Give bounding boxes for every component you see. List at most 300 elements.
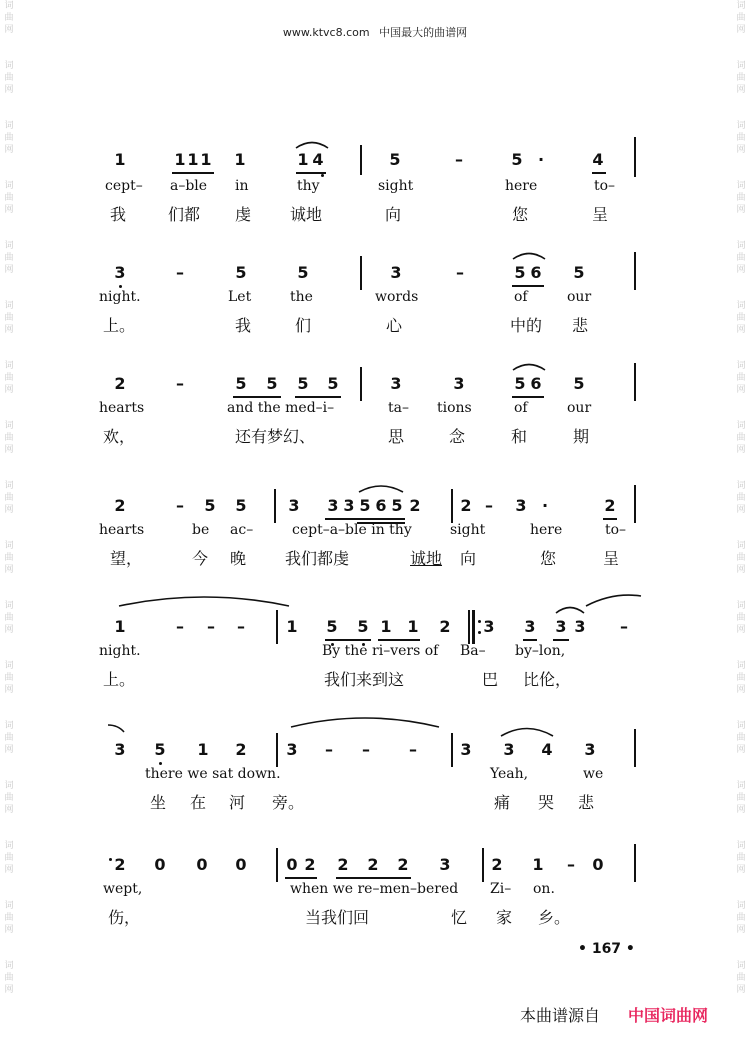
lyric: the: [290, 289, 313, 305]
watermark-gap: [3, 96, 15, 120]
chinese-lyric: 心: [386, 316, 403, 335]
note: 3: [288, 496, 300, 515]
page-number-dot: •: [578, 941, 592, 957]
watermark-char: 词: [4, 601, 14, 611]
watermark-char: 曲: [736, 193, 746, 203]
chinese-lyric: 呈: [592, 205, 609, 224]
underline: [336, 877, 411, 879]
note: 3: [114, 263, 126, 282]
watermark-char: 词: [4, 901, 14, 911]
watermark-char: 曲: [4, 613, 14, 623]
note: ·: [541, 496, 549, 515]
tie-arc: [118, 594, 290, 608]
note: 3: [584, 740, 596, 759]
lyric: a–ble: [170, 178, 208, 194]
lyric: cept–: [105, 178, 143, 194]
chinese-lyric: 中的: [510, 316, 543, 335]
chinese-lyric: 当我们回: [305, 908, 370, 927]
watermark-char: 曲: [4, 13, 14, 23]
lyric: sight: [450, 522, 486, 538]
watermark-char: 词: [736, 661, 746, 671]
note: 3: [327, 496, 339, 515]
underline: [325, 639, 371, 641]
watermark-char: 网: [736, 685, 746, 695]
lyric: tions: [437, 400, 472, 416]
note: 3: [515, 496, 527, 515]
page-header: [0, 24, 750, 40]
note: –: [567, 855, 575, 874]
watermark-char: 网: [736, 85, 746, 95]
chinese-lyric: 望，: [110, 549, 143, 568]
watermark-char: 词: [4, 301, 14, 311]
chinese-lyric: 诚地: [290, 205, 323, 224]
note: 5: [297, 263, 309, 282]
underline: [378, 639, 420, 641]
watermark-char: 网: [4, 805, 14, 815]
watermark-gap: [735, 996, 747, 1020]
lyric: our: [567, 400, 592, 416]
watermark-char: 词: [4, 721, 14, 731]
underline: [603, 518, 617, 520]
note: 2: [460, 496, 472, 515]
watermark-char: 曲: [4, 73, 14, 83]
barline: [451, 733, 453, 767]
note: –: [620, 617, 628, 636]
note: 1: [297, 150, 309, 169]
note: –: [485, 496, 493, 515]
note: 4: [312, 150, 324, 169]
note: 2: [367, 855, 379, 874]
lyric: there we sat down.: [145, 766, 281, 782]
note: 5: [514, 263, 526, 282]
chinese-lyric: 思: [388, 427, 405, 446]
chinese-lyric: 痛: [494, 793, 511, 812]
barline: [276, 610, 278, 644]
note: 1: [234, 150, 246, 169]
note: 3: [483, 617, 495, 636]
watermark-char: 网: [736, 625, 746, 635]
lyric: here: [505, 178, 538, 194]
note: 3: [524, 617, 536, 636]
chinese-lyric: 悲: [572, 316, 589, 335]
underline: [553, 639, 569, 641]
note: 5: [573, 374, 585, 393]
watermark-char: 曲: [736, 673, 746, 683]
note: 1: [532, 855, 544, 874]
music-system-7: [0, 852, 750, 972]
watermark-gap: [735, 36, 747, 60]
lyric: on.: [533, 881, 555, 897]
chinese-lyric: 我们都虔: [285, 549, 350, 568]
watermark-gap: [3, 36, 15, 60]
note: –: [237, 617, 245, 636]
lyric: Zi–: [490, 881, 512, 897]
note: 5: [297, 374, 309, 393]
slur-arc: [512, 250, 546, 260]
barline: [451, 489, 453, 523]
watermark-char: 词: [736, 481, 746, 491]
lyric: cept–a–ble in thy: [292, 522, 412, 538]
note: –: [325, 740, 333, 759]
watermark-char: 词: [4, 61, 14, 71]
lyric: of: [514, 289, 528, 305]
watermark-char: 曲: [736, 613, 746, 623]
watermark-char: 网: [736, 925, 746, 935]
note: 1: [174, 150, 186, 169]
note: 6: [530, 263, 542, 282]
lyric: when we re–men–bered: [290, 881, 459, 897]
watermark-char: 网: [4, 745, 14, 755]
watermark-char: 网: [4, 505, 14, 515]
barline: [634, 729, 636, 767]
chinese-lyric: 向: [460, 549, 477, 568]
music-system-3: [0, 371, 750, 491]
watermark-char: 曲: [736, 733, 746, 743]
watermark-char: 网: [736, 145, 746, 155]
lyric: ta–: [388, 400, 409, 416]
chinese-lyric: 比伦，: [523, 670, 572, 689]
watermark-char: 词: [736, 781, 746, 791]
octave-dot: [159, 762, 162, 765]
slur-arc: [500, 725, 554, 737]
watermark-char: 曲: [4, 793, 14, 803]
chinese-lyric: 悲: [578, 793, 595, 812]
underline: [285, 877, 317, 879]
page-number: [578, 941, 635, 957]
watermark-char: 曲: [4, 673, 14, 683]
watermark-char: 词: [736, 421, 746, 431]
watermark-char: 网: [4, 325, 14, 335]
chinese-lyric: 还有梦幻、: [235, 427, 316, 446]
watermark-char: 词: [736, 961, 746, 971]
watermark-char: 网: [4, 445, 14, 455]
chinese-lyric: 呈: [603, 549, 620, 568]
lyric: our: [567, 289, 592, 305]
watermark-char: 网: [4, 265, 14, 275]
note: 0: [196, 855, 208, 874]
chinese-lyric: 河: [229, 793, 246, 812]
watermark-char: 曲: [4, 313, 14, 323]
watermark-char: 网: [736, 985, 746, 995]
lyric: hearts: [99, 400, 145, 416]
watermark-char: 曲: [736, 553, 746, 563]
tie-arc: [290, 715, 440, 729]
barline: [274, 489, 276, 523]
note: 0: [154, 855, 166, 874]
page-number-dot: •: [621, 941, 635, 957]
chinese-lyric: 们都: [168, 205, 201, 224]
note: 5: [391, 496, 403, 515]
note: 1: [114, 150, 126, 169]
barline: [276, 733, 278, 767]
lyric: of: [514, 400, 528, 416]
chinese-lyric: 我们来到这: [324, 670, 405, 689]
watermark-char: 词: [4, 781, 14, 791]
watermark-char: 词: [4, 241, 14, 251]
note: 2: [439, 617, 451, 636]
watermark-char: 词: [736, 121, 746, 131]
underline: [512, 285, 544, 287]
note: 3: [460, 740, 472, 759]
chinese-lyric: 今: [192, 549, 209, 568]
note: 1: [407, 617, 419, 636]
note: 3: [390, 263, 402, 282]
note: 3: [343, 496, 355, 515]
watermark-char: 网: [4, 145, 14, 155]
lyric: we: [583, 766, 604, 782]
watermark-char: 网: [4, 625, 14, 635]
note: 5: [326, 617, 338, 636]
watermark-char: 网: [736, 745, 746, 755]
watermark-char: 曲: [736, 73, 746, 83]
watermark-char: 词: [4, 421, 14, 431]
watermark-char: 网: [4, 985, 14, 995]
chinese-lyric: 伤，: [108, 908, 141, 927]
chinese-lyric: 期: [573, 427, 590, 446]
note: 5: [266, 374, 278, 393]
tie-arc: [295, 139, 329, 149]
chinese-lyric: 忆: [451, 908, 468, 927]
tie-arc: [108, 723, 126, 733]
note: 3: [503, 740, 515, 759]
lyric: Let: [228, 289, 252, 305]
repeat-barline: [472, 610, 475, 644]
watermark-char: 网: [4, 385, 14, 395]
note: 2: [114, 496, 126, 515]
music-system-2: [0, 260, 750, 380]
note: 0: [286, 855, 298, 874]
note: 3: [114, 740, 126, 759]
watermark-char: 网: [736, 805, 746, 815]
chinese-lyric: 向: [385, 205, 402, 224]
chinese-lyric: 晚: [230, 549, 247, 568]
note: –: [207, 617, 215, 636]
watermark-char: 词: [736, 181, 746, 191]
note: 2: [409, 496, 421, 515]
note: 5: [235, 496, 247, 515]
note: 1: [114, 617, 126, 636]
note: –: [456, 263, 464, 282]
chinese-lyric: 上。: [103, 316, 136, 335]
watermark-char: 网: [736, 25, 746, 35]
watermark-char: 曲: [736, 793, 746, 803]
watermark-char: 曲: [736, 973, 746, 983]
note: 5: [204, 496, 216, 515]
note: 2: [235, 740, 247, 759]
watermark-char: 词: [4, 181, 14, 191]
watermark-char: 网: [736, 565, 746, 575]
note: –: [176, 617, 184, 636]
watermark-char: 曲: [4, 553, 14, 563]
lyric: here: [530, 522, 563, 538]
note: –: [176, 496, 184, 515]
watermark-char: 网: [736, 265, 746, 275]
note: 1: [187, 150, 199, 169]
watermark-char: 网: [4, 85, 14, 95]
chinese-lyric: 您: [540, 549, 557, 568]
watermark-char: 词: [4, 661, 14, 671]
watermark-char: 曲: [736, 253, 746, 263]
watermark-char: 词: [4, 841, 14, 851]
note: 3: [439, 855, 451, 874]
barline: [634, 485, 636, 523]
watermark-char: 曲: [4, 913, 14, 923]
tie-arc: [585, 594, 641, 608]
note: 5: [511, 150, 523, 169]
watermark-char: 词: [736, 301, 746, 311]
lyric: Ba–: [460, 643, 486, 659]
note: 1: [380, 617, 392, 636]
chinese-lyric: 我: [235, 316, 252, 335]
chinese-lyric: 欢，: [103, 427, 136, 446]
lyric: thy: [297, 178, 320, 194]
chinese-lyric: 坐: [150, 793, 167, 812]
watermark-char: 词: [4, 121, 14, 131]
barline: [634, 137, 636, 177]
underline: [233, 396, 281, 398]
note: 6: [530, 374, 542, 393]
footer-site-link[interactable]: 中国词曲网: [628, 1006, 709, 1025]
note: 5: [327, 374, 339, 393]
octave-dot: [109, 858, 112, 861]
barline: [634, 363, 636, 401]
note: 0: [235, 855, 247, 874]
chinese-lyric: 和: [511, 427, 528, 446]
note: –: [455, 150, 463, 169]
watermark-char: 曲: [736, 133, 746, 143]
slur-arc: [512, 361, 546, 371]
note: 1: [200, 150, 212, 169]
watermark-gap: [735, 96, 747, 120]
note: 3: [453, 374, 465, 393]
watermark-char: 网: [4, 25, 14, 35]
watermark-char: 网: [736, 325, 746, 335]
underline: [295, 396, 341, 398]
note: 2: [337, 855, 349, 874]
lyric: Yeah,: [490, 766, 529, 782]
note: –: [176, 263, 184, 282]
chinese-lyric: 在: [190, 793, 207, 812]
watermark-char: 曲: [4, 253, 14, 263]
watermark-char: 词: [736, 601, 746, 611]
chinese-lyric: 旁。: [272, 793, 305, 812]
chinese-lyric: 念: [449, 427, 466, 446]
note: 5: [154, 740, 166, 759]
watermark-char: 曲: [736, 913, 746, 923]
watermark-char: 曲: [4, 433, 14, 443]
note: –: [176, 374, 184, 393]
watermark-char: 网: [4, 925, 14, 935]
note: 6: [375, 496, 387, 515]
barline: [634, 252, 636, 290]
note: 1: [197, 740, 209, 759]
note: 5: [514, 374, 526, 393]
watermark-char: 网: [736, 205, 746, 215]
music-system-1: [0, 145, 750, 265]
watermark-char: 曲: [736, 373, 746, 383]
chinese-lyric: 们: [295, 316, 312, 335]
watermark-char: 网: [736, 505, 746, 515]
note: 0: [592, 855, 604, 874]
note: –: [409, 740, 417, 759]
chinese-lyric: 巴: [482, 670, 499, 689]
chinese-lyric: 乡。: [538, 908, 571, 927]
chinese-lyric: 家: [496, 908, 513, 927]
note: 5: [235, 374, 247, 393]
lyric: By the ri–vers of: [322, 643, 439, 659]
watermark-char: 曲: [736, 853, 746, 863]
octave-dot: [119, 285, 122, 288]
lyric: in: [235, 178, 249, 194]
lyric: night.: [99, 289, 141, 305]
note: 3: [555, 617, 567, 636]
watermark-char: 网: [736, 385, 746, 395]
watermark-char: 曲: [736, 433, 746, 443]
watermark-char: 网: [4, 205, 14, 215]
note: 5: [359, 496, 371, 515]
note: 3: [574, 617, 586, 636]
watermark-char: 词: [736, 1, 746, 11]
underline: [172, 172, 214, 174]
watermark-char: 曲: [4, 373, 14, 383]
note: 2: [114, 374, 126, 393]
page-number-value: 167: [591, 941, 622, 957]
watermark-char: 词: [4, 961, 14, 971]
watermark-char: 曲: [4, 133, 14, 143]
watermark-char: 曲: [4, 733, 14, 743]
watermark-char: 词: [4, 1, 14, 11]
watermark-char: 网: [4, 565, 14, 575]
octave-dot: [321, 174, 324, 177]
note: ·: [537, 150, 545, 169]
lyric: be: [192, 522, 210, 538]
note: 3: [286, 740, 298, 759]
barline: [634, 844, 636, 882]
repeat-dot: [478, 631, 481, 634]
watermark-char: 词: [4, 481, 14, 491]
note: –: [362, 740, 370, 759]
note: 5: [235, 263, 247, 282]
note: 2: [114, 855, 126, 874]
watermark-char: 词: [736, 361, 746, 371]
note: 5: [573, 263, 585, 282]
chinese-lyric: 诚地: [410, 549, 443, 568]
note: 5: [357, 617, 369, 636]
slur-arc: [358, 483, 404, 493]
repeat-dot: [478, 620, 481, 623]
chinese-lyric: 上。: [103, 670, 136, 689]
note: 4: [592, 150, 604, 169]
note: 5: [389, 150, 401, 169]
lyric: ac–: [230, 522, 254, 538]
barline: [360, 256, 362, 290]
note: 4: [541, 740, 553, 759]
lyric: by–lon,: [515, 643, 566, 659]
header-title: 中国最大的曲谱网: [379, 26, 468, 39]
tie-arc: [555, 604, 585, 614]
chinese-lyric: 哭: [538, 793, 555, 812]
watermark-char: 词: [736, 241, 746, 251]
header-url: www.ktvc8.com: [282, 26, 370, 39]
underline: [512, 396, 544, 398]
watermark-char: 网: [4, 685, 14, 695]
note: 2: [604, 496, 616, 515]
chinese-lyric: 我: [110, 205, 127, 224]
watermark-char: 曲: [736, 13, 746, 23]
watermark-char: 词: [4, 541, 14, 551]
watermark-gap: [3, 996, 15, 1020]
lyric: hearts: [99, 522, 145, 538]
